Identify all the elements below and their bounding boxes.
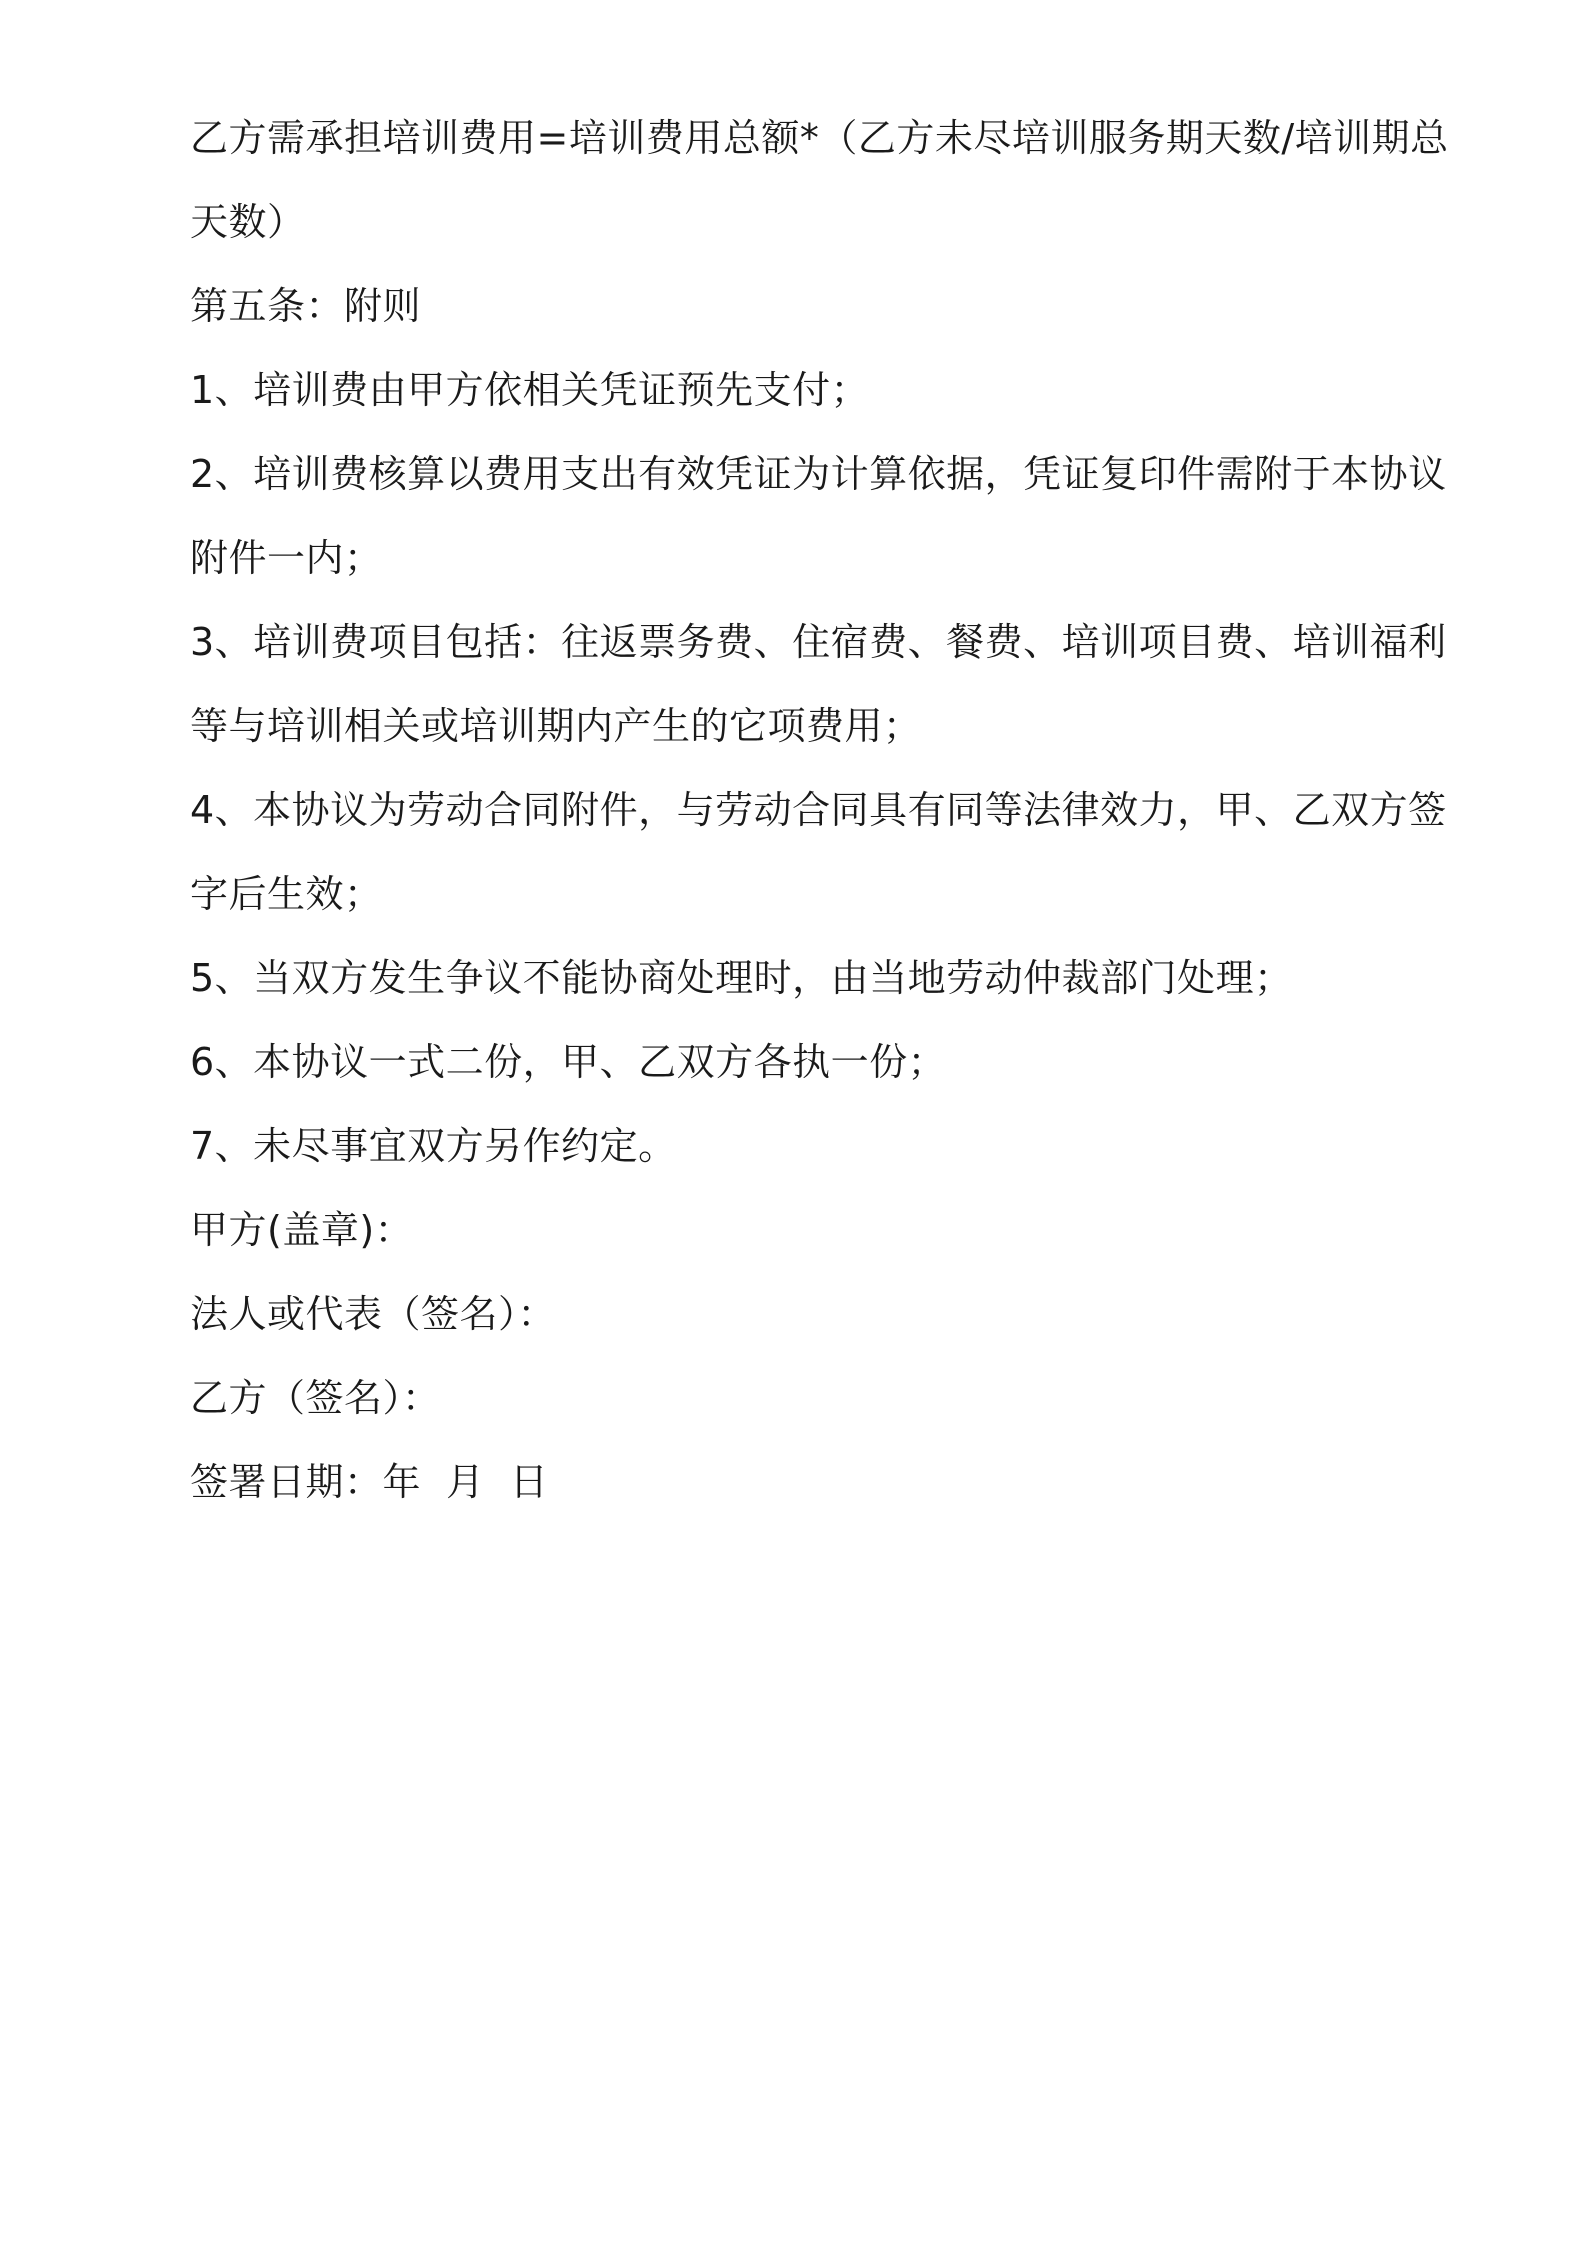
clause-4-line-1: 4、本协议为劳动合同附件，与劳动合同具有同等法律效力，甲、乙双方签 bbox=[190, 788, 1447, 832]
clause-1: 1、培训费由甲方依相关凭证预先支付； bbox=[190, 368, 870, 412]
legal-representative-signature: 法人或代表（签名）： bbox=[190, 1292, 557, 1336]
clause-4-line-2: 字后生效； bbox=[190, 872, 383, 916]
clause-3-line-2: 等与培训相关或培训期内产生的它项费用； bbox=[190, 704, 922, 748]
clause-2-line-2: 附件一内； bbox=[190, 536, 383, 580]
clause-5: 5、当双方发生争议不能协商处理时，由当地劳动仲裁部门处理； bbox=[190, 956, 1293, 1000]
clause-2-line-1: 2、培训费核算以费用支出有效凭证为计算依据，凭证复印件需附于本协议 bbox=[190, 452, 1447, 496]
party-a-seal: 甲方(盖章)： bbox=[190, 1208, 414, 1252]
clause-7: 7、未尽事宜双方另作约定。 bbox=[190, 1124, 677, 1168]
clause-6: 6、本协议一式二份，甲、乙双方各执一份； bbox=[190, 1040, 947, 1084]
clause-3-line-1: 3、培训费项目包括：往返票务费、住宿费、餐费、培训项目费、培训福利 bbox=[190, 620, 1447, 664]
section-heading: 第五条：附则 bbox=[190, 284, 422, 328]
signing-date: 签署日期：年 月 日 bbox=[190, 1460, 549, 1504]
formula-line-1: 乙方需承担培训费用=培训费用总额*（乙方未尽培训服务期天数/培训期总 bbox=[190, 116, 1449, 160]
document-page bbox=[190, 96, 1449, 1524]
party-b-signature: 乙方（签名）： bbox=[190, 1376, 441, 1420]
formula-line-2: 天数） bbox=[190, 200, 306, 244]
